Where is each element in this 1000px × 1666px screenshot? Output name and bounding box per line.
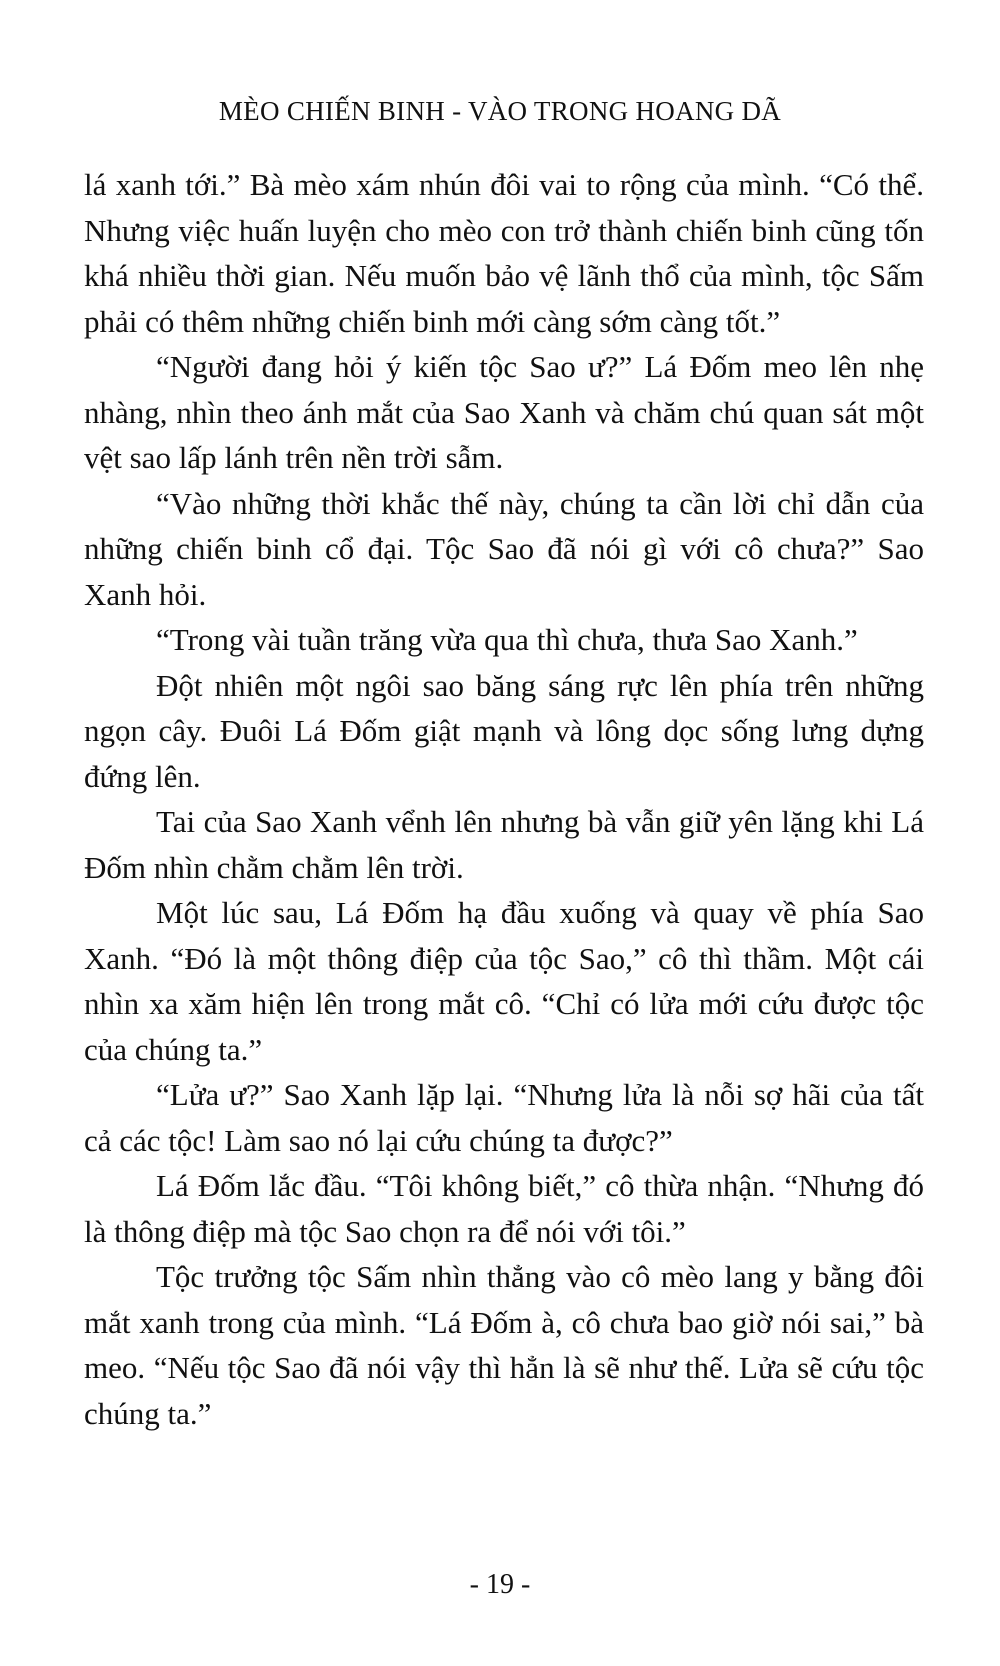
paragraph: Một lúc sau, Lá Đốm hạ đầu xuống và quay về phía Sao Xanh. “Đó là một thông điệp của tộc Sao,” cô thì thầm. Một cái nhìn xa xăm hiện lên trong mắt cô. “Chỉ có lửa mới cứu được tộc của chúng ta.” — [84, 895, 924, 1067]
paragraph: “Vào những thời khắc thế này, chúng ta cần lời chỉ dẫn của những chiến binh cổ đại. Tộc Sao đã nói gì với cô chưa?” Sao Xanh hỏi. — [84, 485, 924, 612]
paragraph: Tộc trưởng tộc Sấm nhìn thẳng vào cô mèo lang y bằng đôi mắt xanh trong của mình. “Lá Đốm à, cô chưa bao giờ nói sai,” bà meo. “Nếu tộc Sao đã nói vậy thì hẳn là sẽ như thế. Lửa sẽ cứu tộc chúng ta.” — [84, 1259, 924, 1431]
paragraph: lá xanh tới.” Bà mèo xám nhún đôi vai to rộng của mình. “Có thể. Nhưng việc huấn luyện cho mèo con trở thành chiến binh cũng tốn khá nhiều thời gian. Nếu muốn bảo vệ lãnh thổ của mình, tộc Sấm phải có thêm những chiến binh mới càng sớm càng tốt.” — [84, 167, 924, 339]
paragraph: “Người đang hỏi ý kiến tộc Sao ư?” Lá Đốm meo lên nhẹ nhàng, nhìn theo ánh mắt của Sao Xanh và chăm chú quan sát một vệt sao lấp lánh trên nền trời sẫm. — [84, 349, 924, 475]
running-header: MÈO CHIẾN BINH - VÀO TRONG HOANG DÃ — [218, 96, 782, 126]
body-text — [84, 162, 924, 1436]
paragraph: “Lửa ư?” Sao Xanh lặp lại. “Nhưng lửa là nỗi sợ hãi của tất cả các tộc! Làm sao nó lại cứu chúng ta được?” — [84, 1077, 924, 1158]
paragraph: Đột nhiên một ngôi sao băng sáng rực lên phía trên những ngọn cây. Đuôi Lá Đốm giật mạnh và lông dọc sống lưng dựng đứng lên. — [84, 667, 924, 794]
page-number: - 19 - — [469, 1569, 531, 1600]
paragraph: Tai của Sao Xanh vểnh lên nhưng bà vẫn giữ yên lặng khi Lá Đốm nhìn chằm chằm lên trời. — [84, 804, 924, 885]
paragraph: Lá Đốm lắc đầu. “Tôi không biết,” cô thừa nhận. “Nhưng đó là thông điệp mà tộc Sao chọn ra để nói với tôi.” — [84, 1168, 924, 1249]
paragraph: “Trong vài tuần trăng vừa qua thì chưa, thưa Sao Xanh.” — [156, 622, 858, 657]
